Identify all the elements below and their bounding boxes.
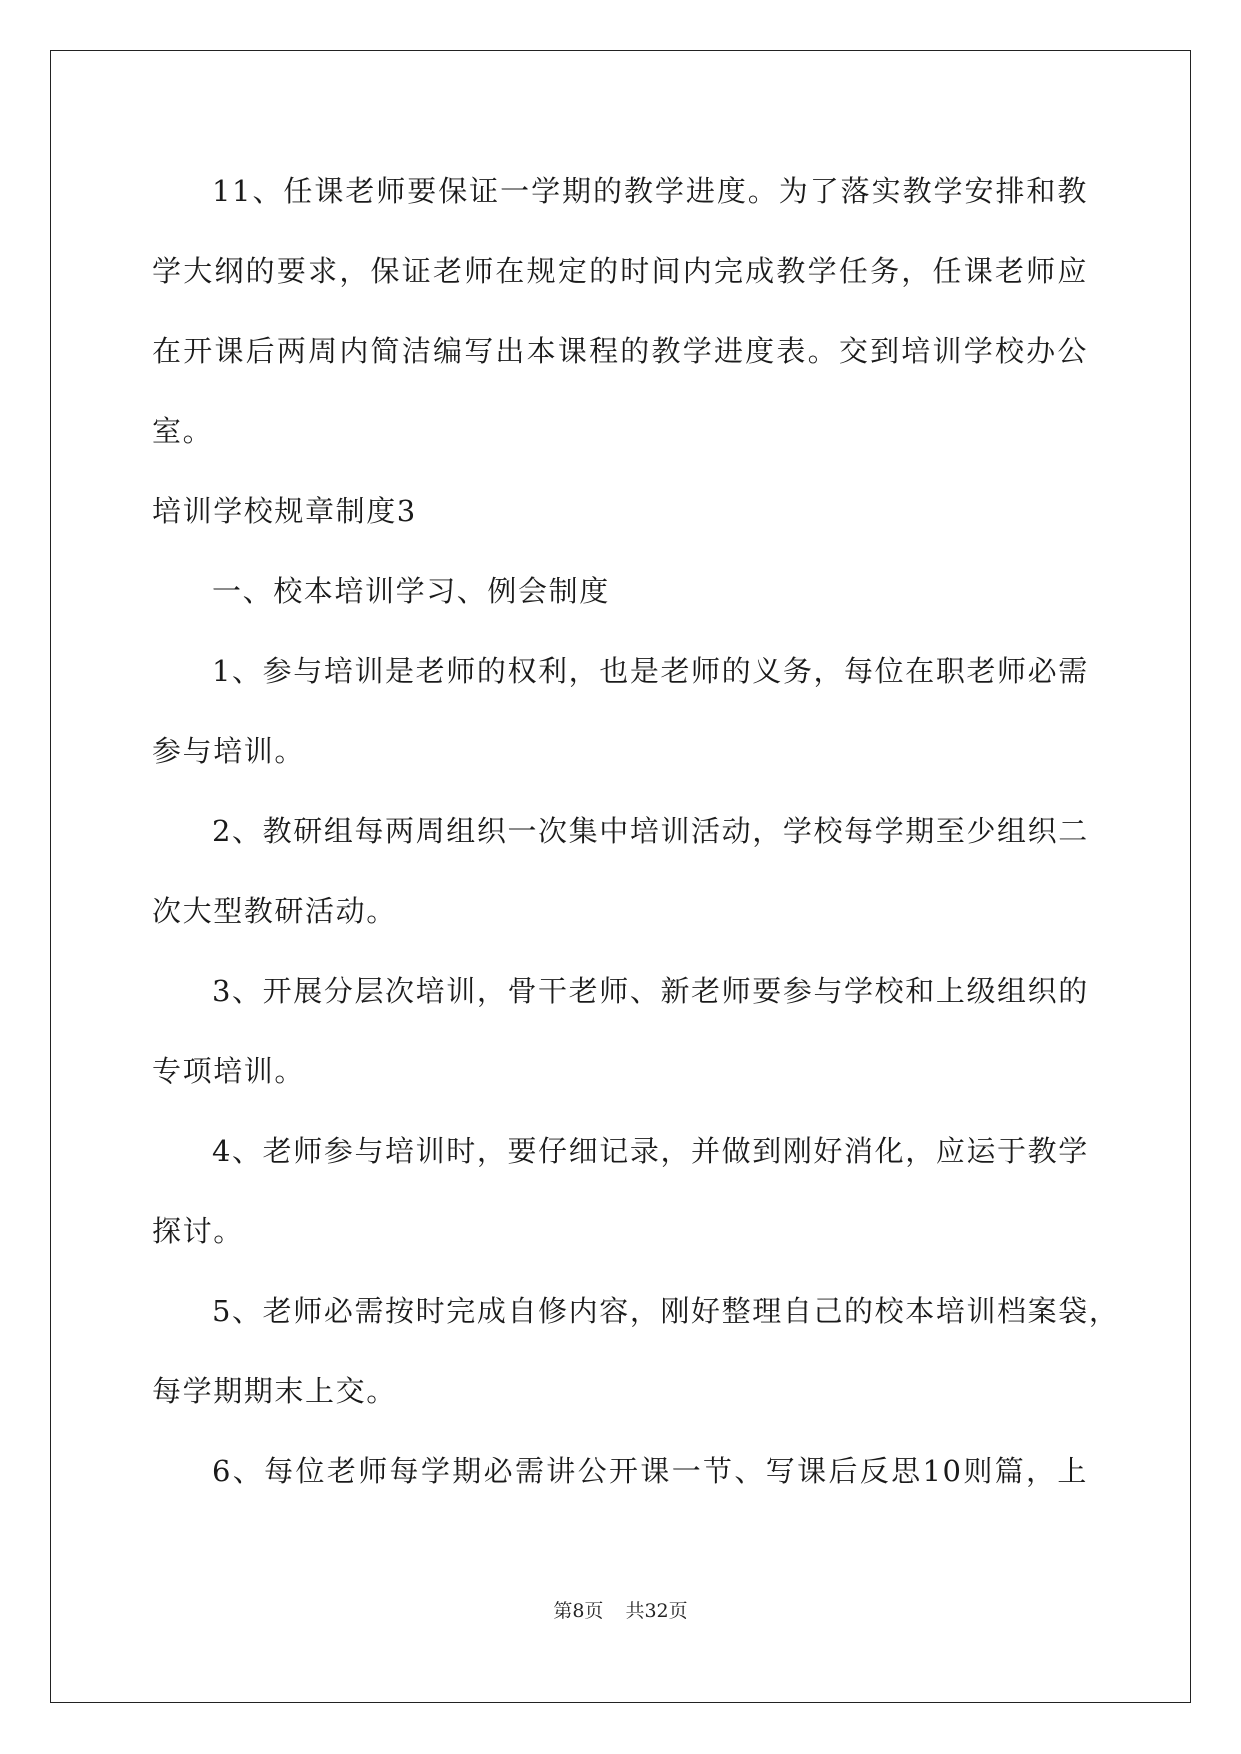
total-pages: 共32页 [625, 1600, 688, 1622]
paragraph-line: 1、参与培训是老师的权利，也是老师的义务，每位在职老师必需 [212, 654, 1089, 688]
page-footer [0, 1598, 1241, 1624]
paragraph-line: 探讨。 [152, 1214, 244, 1248]
paragraph-line: 6、每位老师每学期必需讲公开课一节、写课后反思10则篇，上 [212, 1454, 1088, 1488]
paragraph-line: 参与培训。 [152, 734, 306, 768]
paragraph-line: 室。 [152, 414, 214, 448]
paragraph-line: 3、开展分层次培训，骨干老师、新老师要参与学校和上级组织的 [212, 974, 1089, 1008]
subsection-heading: 一、校本培训学习、例会制度 [212, 574, 610, 608]
page-number: 第8页 [553, 1600, 604, 1622]
section-heading: 培训学校规章制度3 [152, 494, 417, 528]
paragraph-line: 每学期期末上交。 [152, 1374, 397, 1408]
paragraph-line: 专项培训。 [152, 1054, 306, 1088]
paragraph-line: 在开课后两周内简洁编写出本课程的教学进度表。交到培训学校办公 [152, 334, 1088, 368]
paragraph-line: 2、教研组每两周组织一次集中培训活动，学校每学期至少组织二 [212, 814, 1089, 848]
paragraph-line: 4、老师参与培训时，要仔细记录，并做到刚好消化，应运于教学 [212, 1134, 1089, 1168]
paragraph-line: 学大纲的要求，保证老师在规定的时间内完成教学任务，任课老师应 [152, 254, 1088, 288]
paragraph-line: 11、任课老师要保证一学期的教学进度。为了落实教学安排和教 [212, 174, 1088, 208]
paragraph-line: 次大型教研活动。 [152, 894, 397, 928]
paragraph-line: 5、老师必需按时完成自修内容，刚好整理自己的校本培训档案袋， [212, 1294, 1120, 1328]
